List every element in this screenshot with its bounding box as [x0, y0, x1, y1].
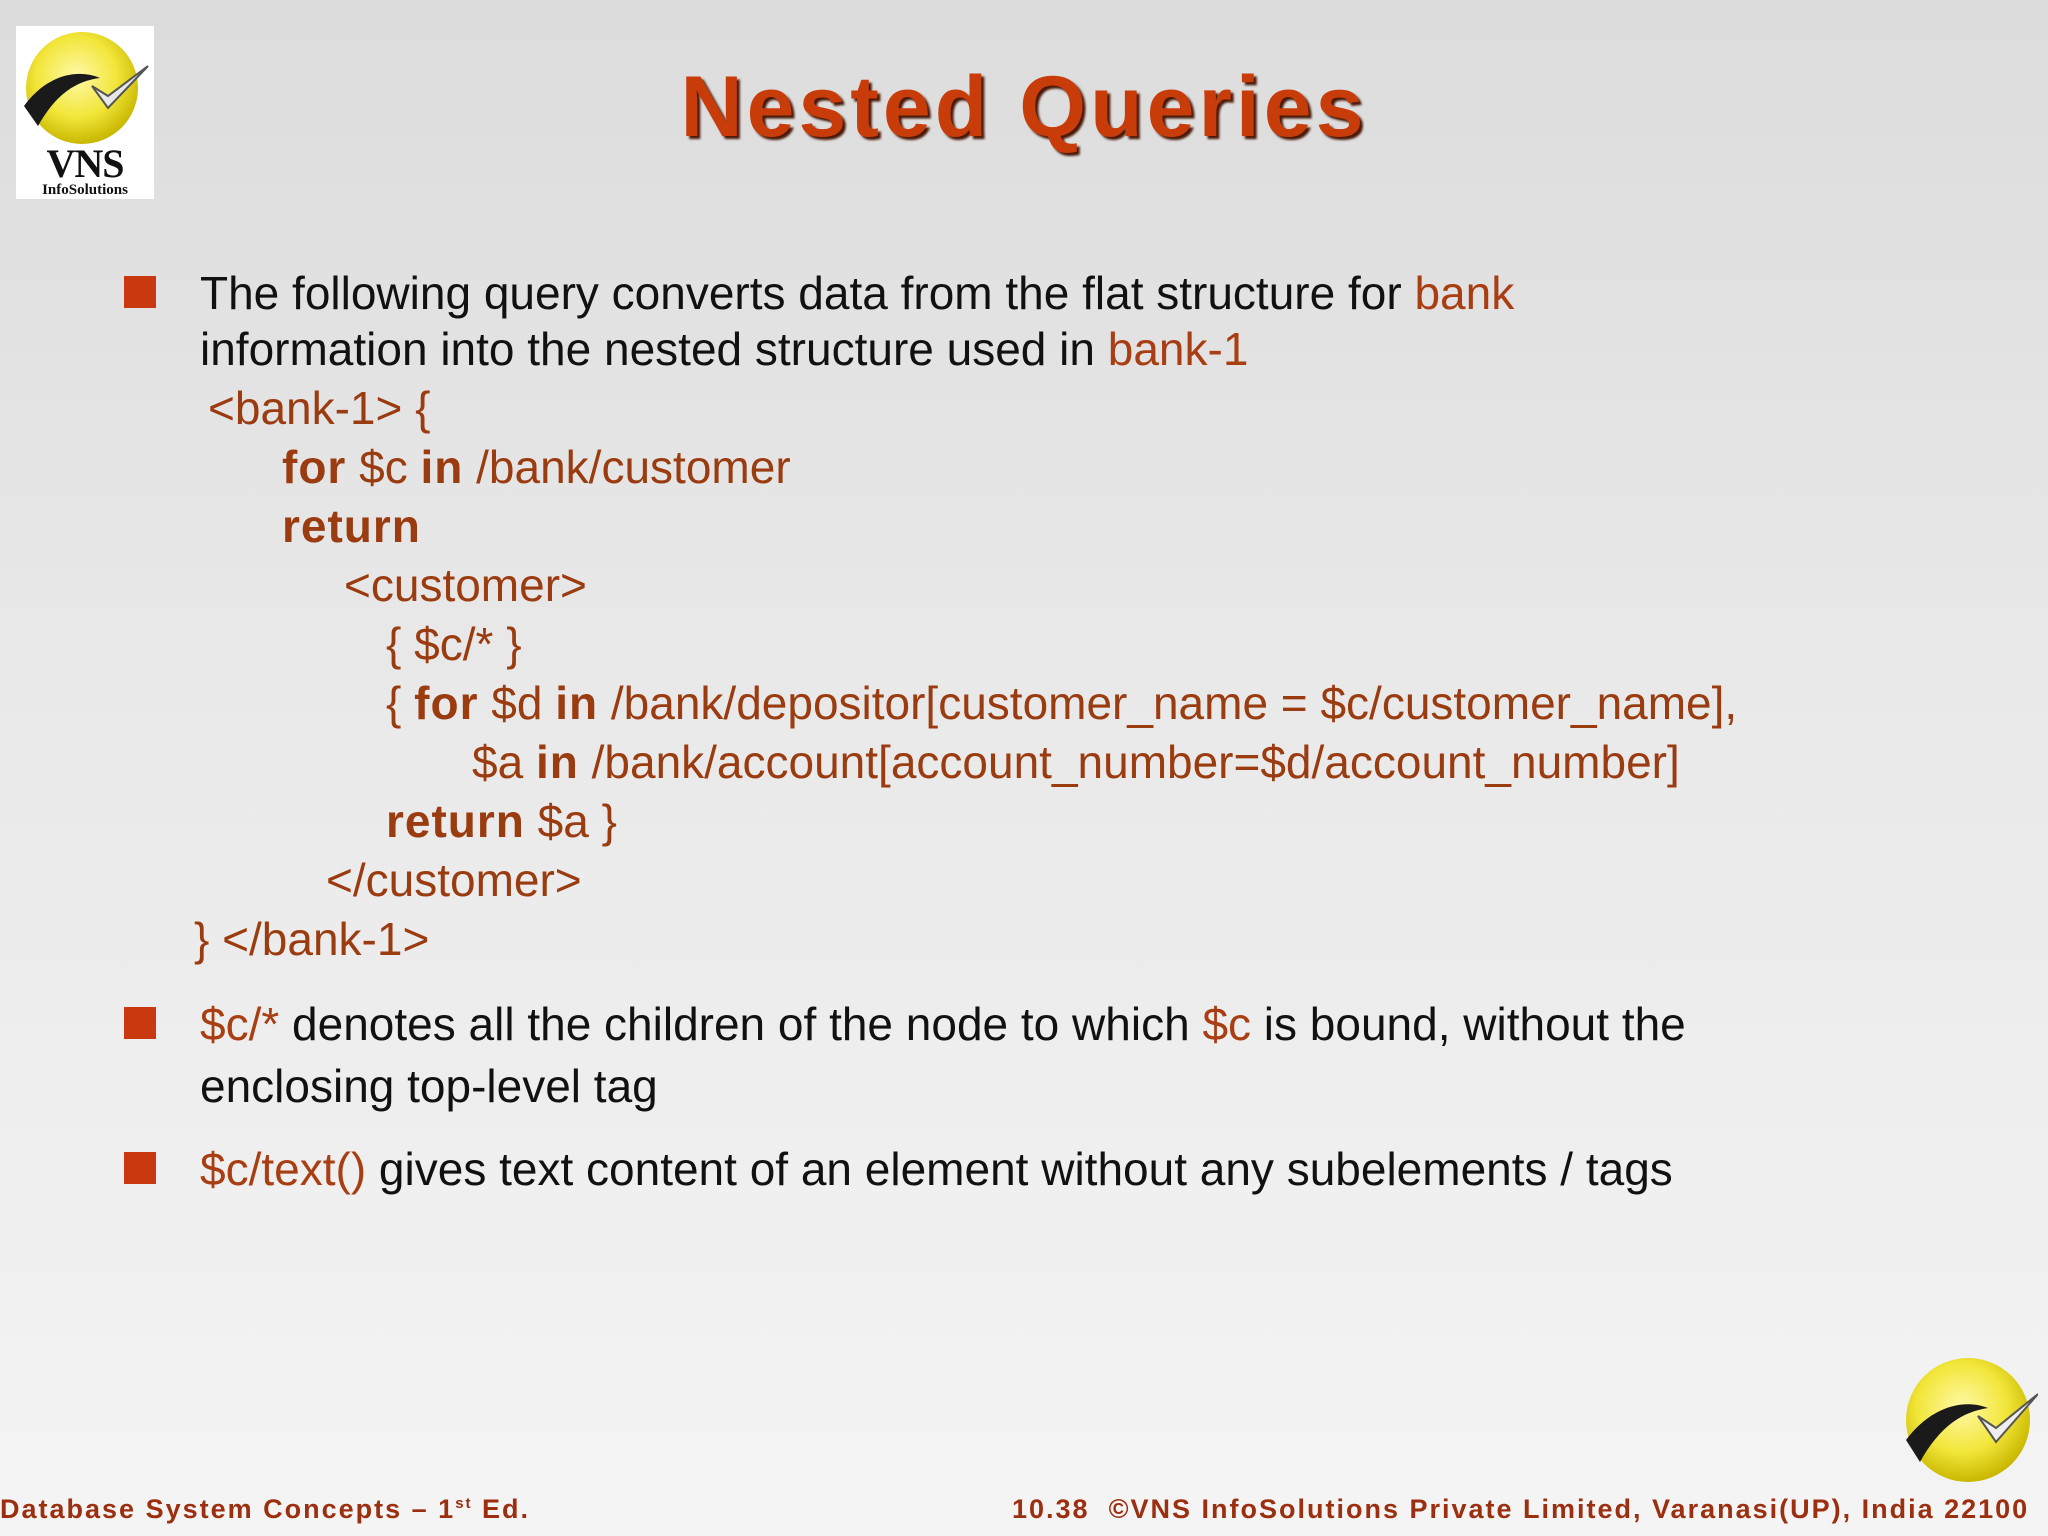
code-text: /bank/depositor[customer_name = $c/customer_name], — [598, 677, 1738, 729]
code-text: /bank/customer — [463, 441, 791, 493]
code-text: /bank/account[account_number=$d/account_number] — [578, 736, 1680, 788]
bullet-2-text-cont: enclosing top-level tag — [200, 1060, 658, 1112]
logo-name: VNS — [46, 141, 124, 186]
code-line — [386, 793, 617, 849]
bullet-marker — [124, 276, 156, 308]
code-line — [208, 380, 431, 436]
bullet-1-highlight-bank1: bank-1 — [1107, 323, 1249, 375]
slide-title: Nested Queries — [680, 59, 1368, 155]
code-text: <bank-1> { — [208, 382, 431, 434]
footer-page-number: 10.38 — [1012, 1494, 1090, 1524]
code-keyword: in — [420, 441, 464, 493]
code-line — [386, 616, 522, 672]
footer-book-title: Database System Concepts – 1 — [0, 1494, 456, 1524]
footer-left — [0, 1494, 530, 1525]
bullet-2-text: denotes all the children of the node to which — [279, 998, 1203, 1050]
code-keyword: in — [535, 736, 579, 788]
code-text: { — [386, 677, 415, 729]
code-line — [282, 498, 421, 554]
code-text: } </bank-1> — [194, 913, 430, 965]
code-text: { $c/* } — [386, 618, 522, 670]
bullet-2-highlight: $c/* — [200, 998, 280, 1050]
code-text: </customer> — [326, 854, 582, 906]
code-keyword: for — [282, 441, 347, 493]
code-line — [472, 734, 1680, 790]
code-line — [194, 911, 429, 967]
bullet-1-line-2 — [200, 321, 1248, 377]
code-text: $d — [478, 677, 556, 729]
bullet-1-text-cont: information into the nested structure used in — [200, 323, 1108, 375]
footer-copyright: ©VNS InfoSolutions Private Limited, Varanasi(UP), India 22100 — [1108, 1494, 2030, 1524]
logo-subtitle: InfoSolutions — [42, 182, 128, 198]
footer-logo-icon — [1898, 1350, 2038, 1490]
bullet-marker — [124, 1007, 156, 1039]
bullet-marker — [124, 1152, 156, 1184]
bullet-1-line-1 — [200, 265, 1514, 321]
bullet-3-line-1 — [200, 1141, 1673, 1197]
bullet-3-highlight: $c/text() — [200, 1143, 367, 1195]
footer-right — [1012, 1494, 2029, 1525]
code-line — [386, 675, 1737, 731]
footer-book-edition-sup: st — [455, 1495, 473, 1512]
bullet-2-highlight: $c — [1202, 998, 1252, 1050]
bullet-3-text: gives text content of an element without any subelements / tags — [366, 1143, 1673, 1195]
code-text: $c — [346, 441, 421, 493]
code-line — [326, 852, 582, 908]
code-text: <customer> — [344, 559, 587, 611]
code-line — [282, 439, 791, 495]
bullet-2-text: is bound, without the — [1251, 998, 1686, 1050]
bullet-2-line-2 — [200, 1058, 658, 1114]
code-keyword: return — [282, 500, 421, 552]
code-keyword: in — [555, 677, 599, 729]
footer-book-edition: Ed. — [472, 1494, 531, 1524]
code-keyword: return — [386, 795, 525, 847]
code-line — [344, 557, 587, 613]
code-text: $a } — [524, 795, 617, 847]
bullet-1-text: The following query converts data from the flat structure for — [200, 267, 1415, 319]
bullet-2-line-1 — [200, 996, 1686, 1052]
code-keyword: for — [414, 677, 479, 729]
code-text: $a — [472, 736, 536, 788]
bullet-1-highlight-bank: bank — [1414, 267, 1515, 319]
